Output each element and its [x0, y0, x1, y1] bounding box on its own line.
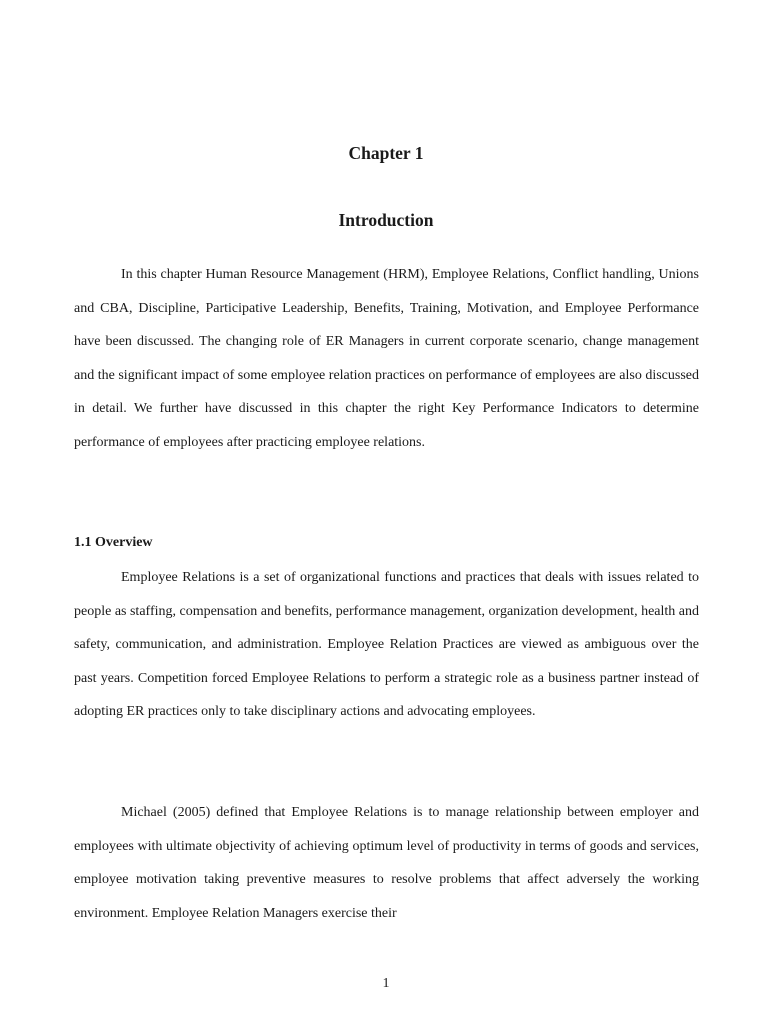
overview-paragraph-2: Michael (2005) defined that Employee Relations is to manage relationship between employer and employees with ultimate objectivity of achieving optimum level of productivity in terms of goods and services, employee motivation taking preventive measures to resolve problems that affect adversely the working environment. Employee Relation Managers exercise their — [74, 805, 699, 921]
intro-paragraph: In this chapter Human Resource Management (HRM), Employee Relations, Conflict handling, Unions and CBA, Discipline, Participative Leadership, Benefits, Training, Motivation, and Employee Performance have been discussed. The changing role of ER Managers in current corporate scenario, change management and the significant impact of some employee relation practices on performance of employees are also discussed in detail. We further have discussed in this chapter the right Key Performance Indicators to determine performance of employees after practicing employee relations. — [74, 267, 699, 450]
section-title: Introduction — [338, 210, 434, 230]
overview-paragraph-1: Employee Relations is a set of organizational functions and practices that deals with issues related to people as staffing, compensation and benefits, performance management, organization development, health and safety, communication, and administration. Employee Relation Practices are viewed as ambiguous over the past years. Competition forced Employee Relations to perform a strategic role as a business partner instead of adopting ER practices only to take disciplinary actions and advocating employees. — [74, 570, 699, 720]
chapter-title: Chapter 1 — [348, 143, 424, 163]
subsection-heading: 1.1 Overview — [74, 535, 153, 550]
page-number: 1 — [382, 976, 390, 991]
